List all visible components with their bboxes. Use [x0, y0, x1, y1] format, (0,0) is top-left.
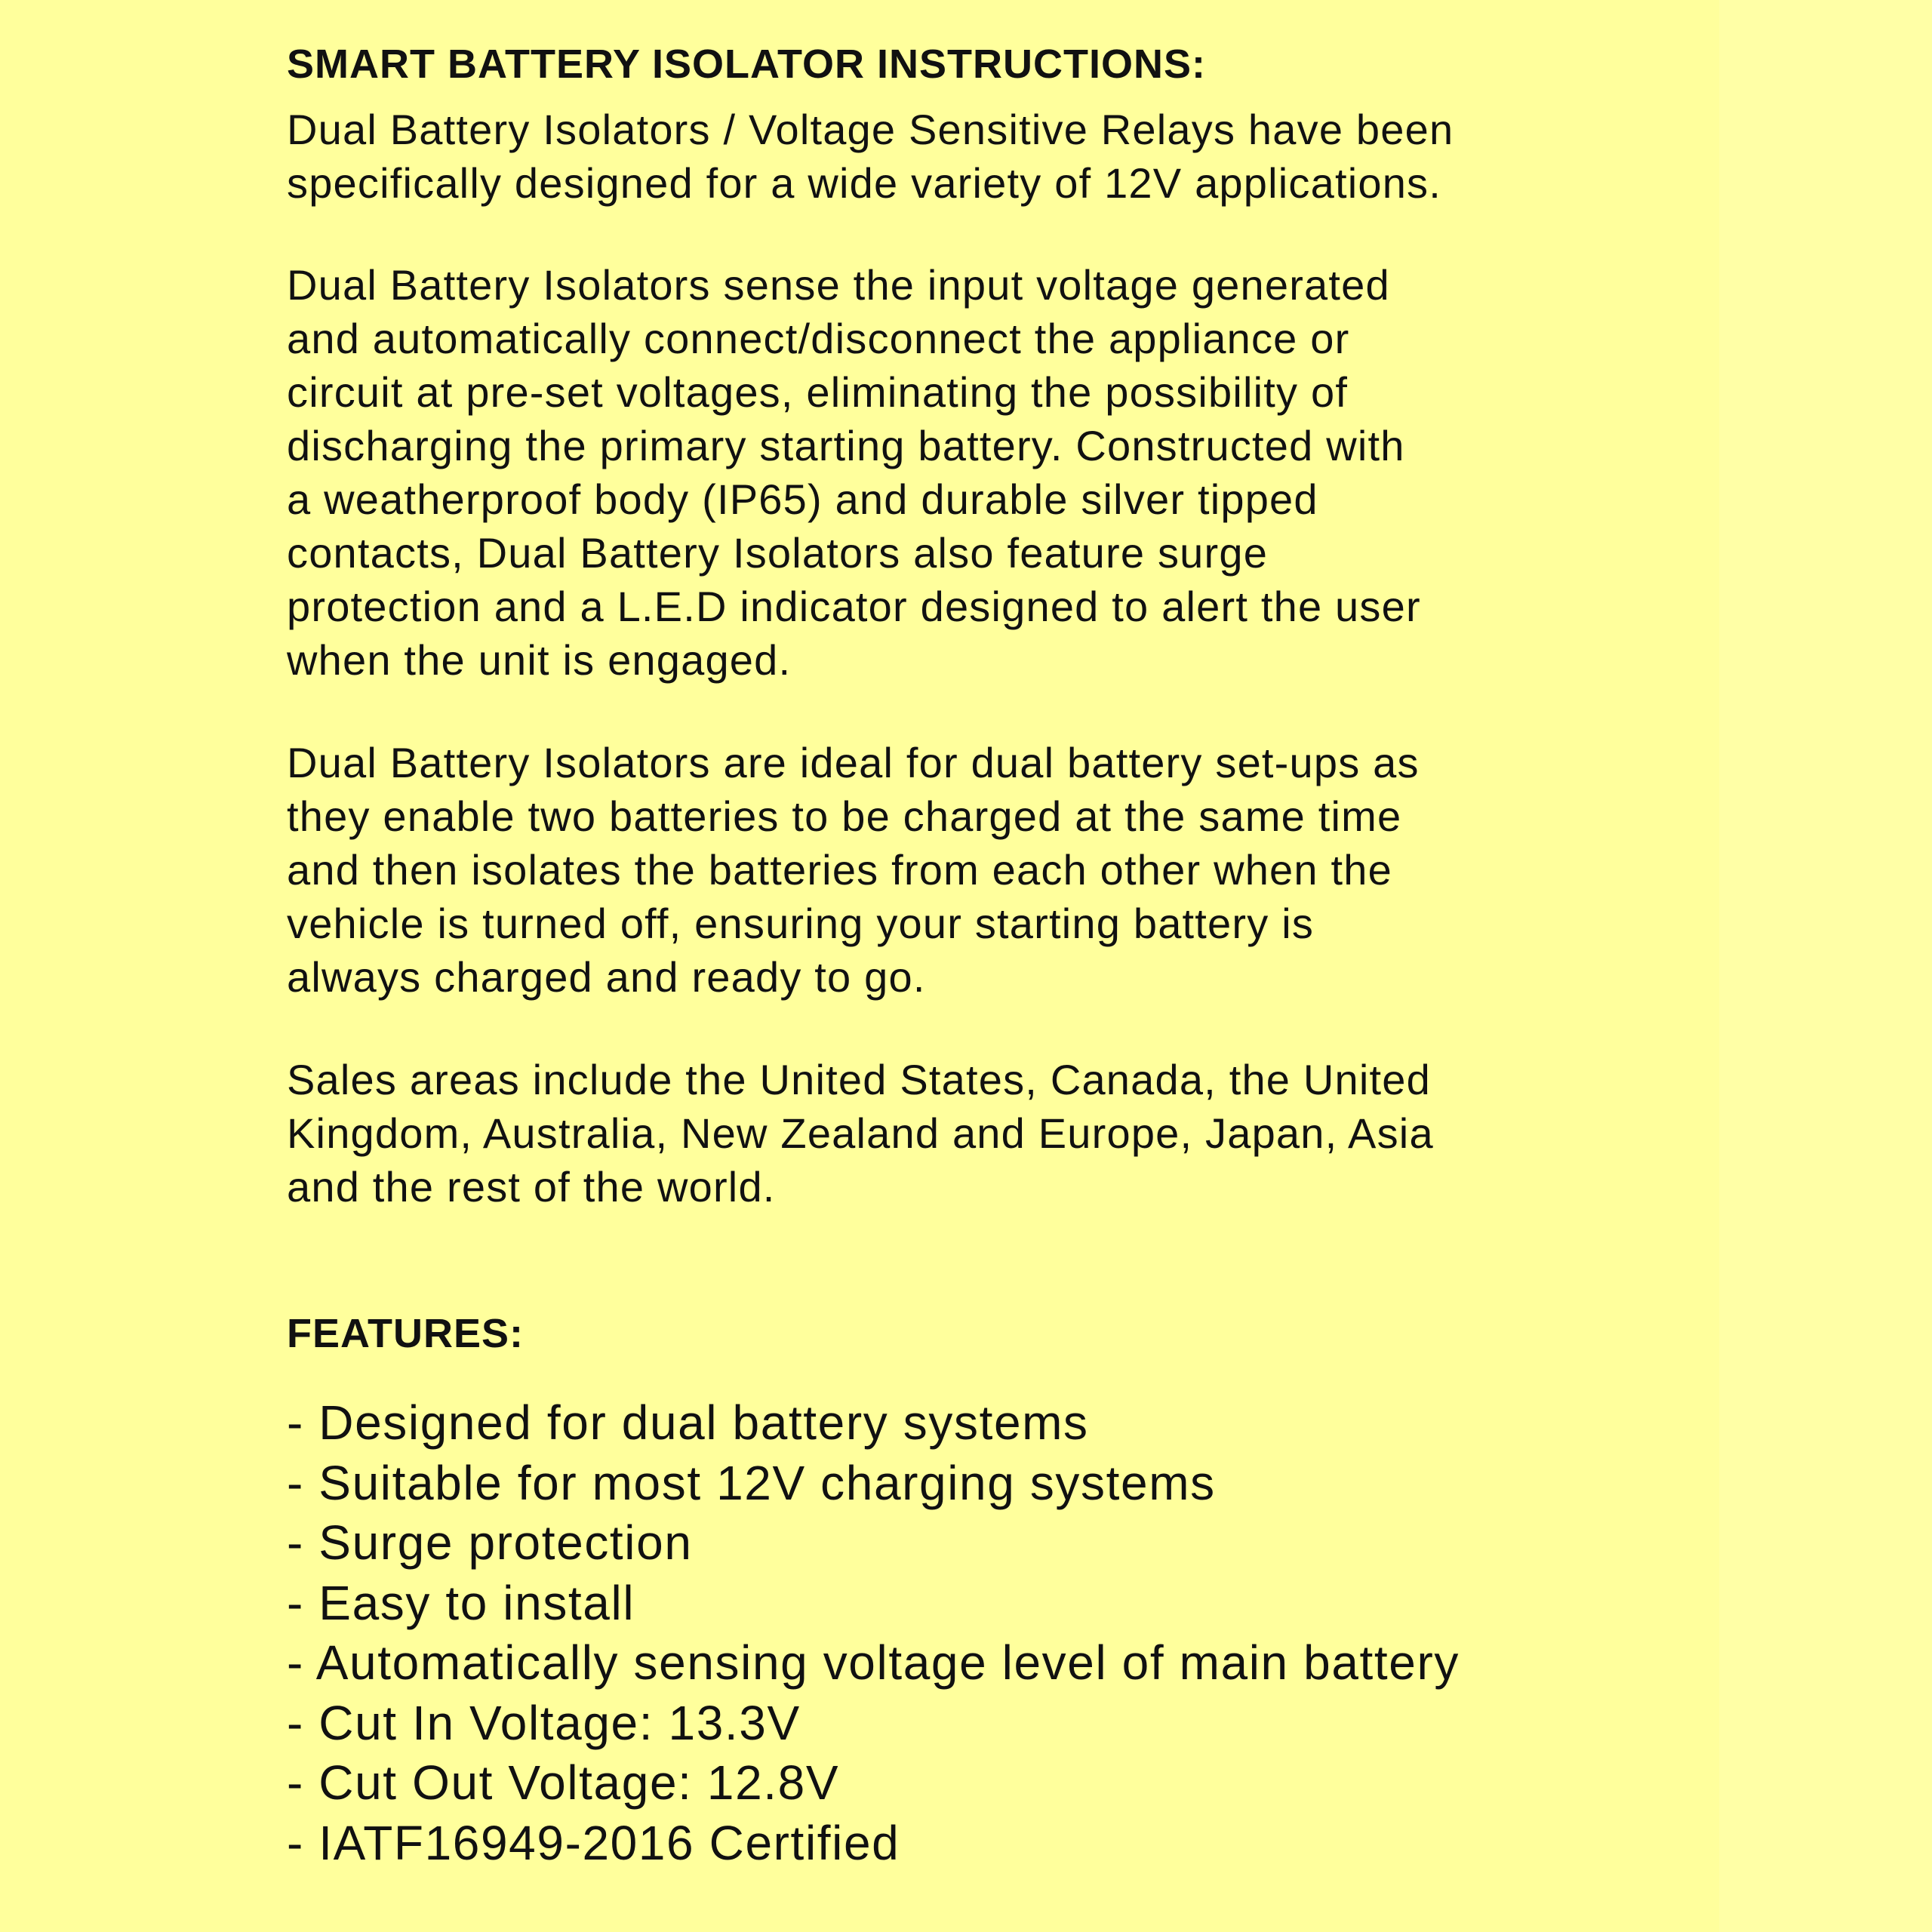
usage-paragraph	[287, 736, 1675, 1004]
paragraph-line: discharging the primary starting battery. Constructed with	[287, 422, 1405, 469]
paragraph-line: specifically designed for a wide variety of 12V applications.	[287, 159, 1441, 207]
document-title: SMART BATTERY ISOLATOR INSTRUCTIONS:	[287, 42, 1206, 87]
feature-item: - Cut Out Voltage: 12.8V	[287, 1755, 840, 1810]
paragraph-line: and automatically connect/disconnect the appliance or	[287, 315, 1350, 362]
paragraph-line: Dual Battery Isolators / Voltage Sensitive Relays have been	[287, 106, 1454, 153]
sales-areas-paragraph	[287, 1053, 1675, 1214]
instructions-document	[287, 36, 1675, 1873]
paragraph-line: circuit at pre-set voltages, eliminating the possibility of	[287, 368, 1349, 416]
paragraph-line: they enable two batteries to be charged at the same time	[287, 792, 1402, 840]
features-heading: FEATURES:	[287, 1311, 524, 1356]
feature-item: - Designed for dual battery systems	[287, 1395, 1089, 1450]
paragraph-line: Dual Battery Isolators are ideal for dual battery set-ups as	[287, 739, 1420, 786]
paragraph-line: Kingdom, Australia, New Zealand and Europe, Japan, Asia	[287, 1109, 1434, 1157]
paragraph-line: and then isolates the batteries from each other when the	[287, 846, 1392, 894]
paragraph-line: a weatherproof body (IP65) and durable silver tipped	[287, 475, 1318, 523]
feature-item: - Suitable for most 12V charging systems	[287, 1455, 1216, 1510]
paragraph-line: contacts, Dual Battery Isolators also feature surge	[287, 529, 1269, 577]
paragraph-line: protection and a L.E.D indicator designed to alert the user	[287, 583, 1421, 630]
feature-item: - IATF16949-2016 Certified	[287, 1815, 900, 1870]
paragraph-line: when the unit is engaged.	[287, 636, 792, 684]
features-list	[287, 1393, 1675, 1873]
paragraph-line: and the rest of the world.	[287, 1163, 776, 1211]
right-edge-strip	[1719, 0, 1932, 1932]
intro-paragraph	[287, 103, 1675, 210]
feature-item: - Cut In Voltage: 13.3V	[287, 1695, 801, 1750]
paragraph-line: always charged and ready to go.	[287, 953, 926, 1001]
feature-item: - Easy to install	[287, 1575, 635, 1630]
paragraph-line: Sales areas include the United States, Canada, the United	[287, 1056, 1431, 1103]
paragraph-line: Dual Battery Isolators sense the input voltage generated	[287, 261, 1390, 309]
paragraph-line: vehicle is turned off, ensuring your starting battery is	[287, 900, 1315, 947]
feature-item: - Surge protection	[287, 1515, 693, 1570]
description-paragraph	[287, 258, 1675, 687]
feature-item: - Automatically sensing voltage level of main battery	[287, 1635, 1460, 1690]
